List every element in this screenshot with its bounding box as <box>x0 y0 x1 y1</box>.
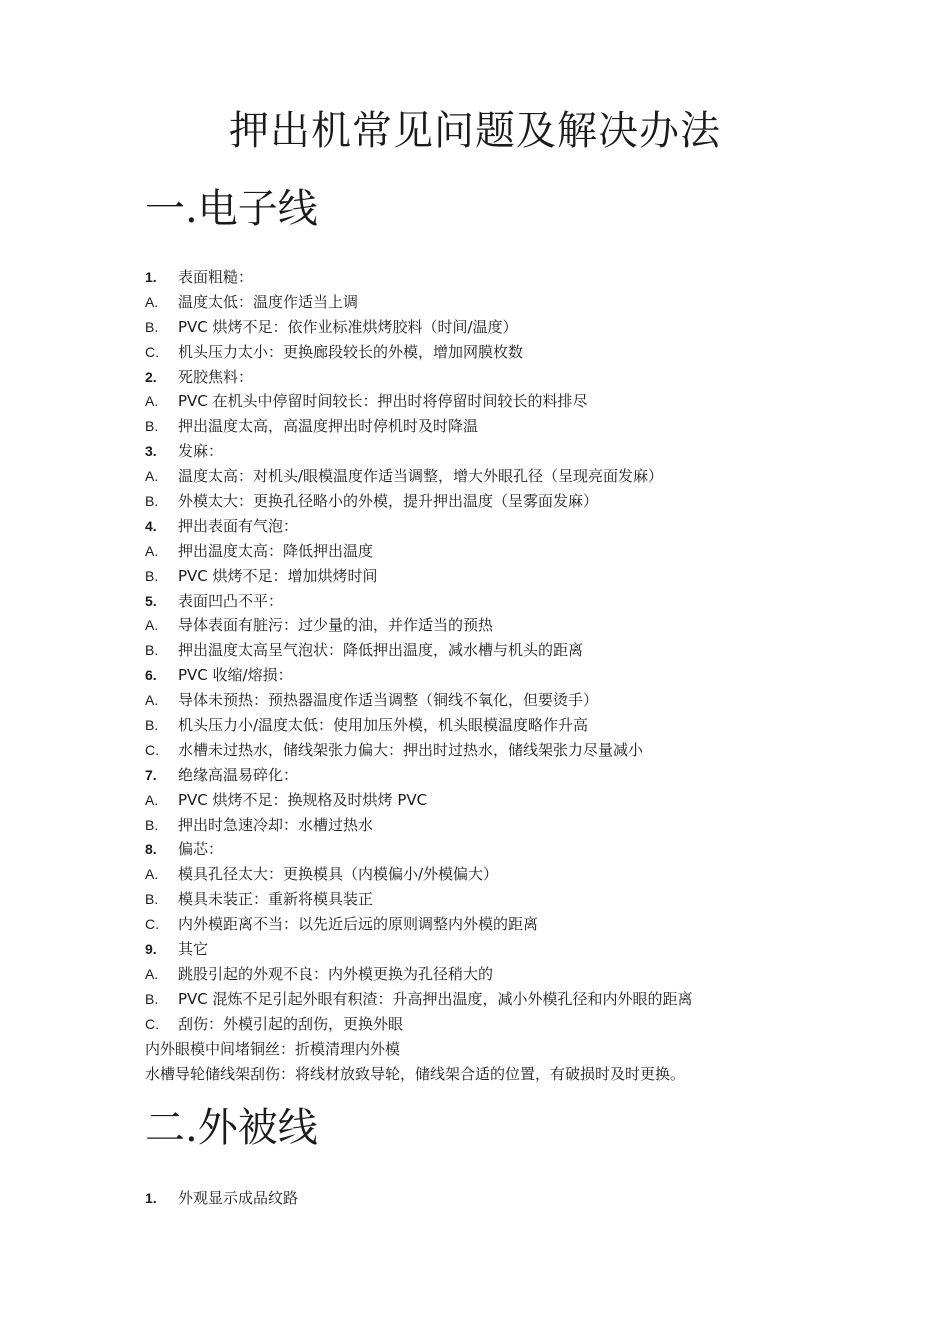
list-item-text: 发麻： <box>178 442 224 461</box>
list-item-marker: C. <box>145 343 159 360</box>
list-item-text: PVC 烘烤不足：换规格及时烘烤 PVC <box>178 790 428 809</box>
list-item <box>145 713 925 738</box>
list-item <box>145 1012 925 1037</box>
list-item-marker: B. <box>145 418 159 435</box>
list-item-text: PVC 烘烤不足：增加烘烤时间 <box>178 566 378 585</box>
list-item <box>145 738 925 763</box>
list-item-text: 表面凹凸不平： <box>178 591 284 610</box>
list-item-marker: 7. <box>145 766 157 783</box>
list-item <box>145 365 925 390</box>
list-item-text: 外观显示成品纹路 <box>178 1189 299 1207</box>
list-item-marker: 6. <box>145 667 157 684</box>
list-item-marker: C. <box>145 1015 159 1032</box>
list-item-text: 绝缘高温易碎化： <box>178 765 299 784</box>
list-item-text: PVC 收缩/熔损： <box>178 666 293 685</box>
list-item-marker: A. <box>145 542 159 559</box>
section-heading-jacket-wire: 二.外被线 <box>145 1105 318 1151</box>
list-item <box>145 1037 925 1062</box>
list-item <box>145 340 925 365</box>
list-item-text: 押出时急速冷却：水槽过热水 <box>178 815 374 834</box>
list-item-marker: A. <box>145 393 159 410</box>
list-item-text: PVC 烘烤不足：依作业标准烘烤胶料（时间/温度） <box>178 317 518 336</box>
list-item-marker: A. <box>145 293 159 310</box>
list-item-text: PVC 在机头中停留时间较长：押出时将停留时间较长的料排尽 <box>178 392 588 411</box>
list-item-text: 押出温度太高：降低押出温度 <box>178 541 374 560</box>
list-item-text: 模具未装正：重新将模具装正 <box>178 890 374 909</box>
list-item <box>145 539 925 564</box>
list-item-marker: B. <box>145 717 159 734</box>
list-item-text: 机头压力太小：更换廊段较长的外模，增加网膜枚数 <box>178 342 524 361</box>
list-item <box>145 613 925 638</box>
list-item <box>145 763 925 788</box>
list-item <box>145 439 925 464</box>
list-item-marker: B. <box>145 891 159 908</box>
list-item-marker: A. <box>145 468 159 485</box>
list-item <box>145 414 925 439</box>
list-item-text: 其它 <box>178 940 209 959</box>
list-item-marker: B. <box>145 567 159 584</box>
list-item <box>145 265 925 290</box>
list-item-text: 导体未预热：预热器温度作适当调整（铜线不氧化，但要烫手） <box>178 691 599 710</box>
list-item-marker: A. <box>145 866 159 883</box>
list-item <box>145 1062 925 1087</box>
list-item-marker: A. <box>145 965 159 982</box>
list-item-text: 温度太低：温度作适当上调 <box>178 292 359 311</box>
list-item <box>145 688 925 713</box>
list-item <box>145 663 925 688</box>
list-item-text: PVC 混炼不足引起外眼有积渣：升高押出温度，减小外模孔径和内外眼的距离 <box>178 989 693 1008</box>
list-item-text: 机头压力小/温度太低：使用加压外模，机头眼模温度略作升高 <box>178 716 589 735</box>
list-item-marker: B. <box>145 990 159 1007</box>
list-item <box>145 589 925 614</box>
list-item-text: 押出表面有气泡： <box>178 516 299 535</box>
list-item-text: 跳股引起的外观不良：内外模更换为孔径稍大的 <box>178 964 494 983</box>
list-item <box>145 813 925 838</box>
list-item <box>145 638 925 663</box>
document-title: 押出机常见问题及解决办法 <box>229 108 721 154</box>
list-item-marker: A. <box>145 692 159 709</box>
list-item-marker: B. <box>145 493 159 510</box>
list-item <box>145 837 925 862</box>
list-item <box>145 514 925 539</box>
list-item-marker: 2. <box>145 368 157 385</box>
list-item-marker: A. <box>145 791 159 808</box>
list-item <box>145 962 925 987</box>
section-list-electronic-wire <box>145 265 925 1086</box>
list-item-text: 导体表面有脏污：过少量的油，并作适当的预热 <box>178 616 494 635</box>
list-item <box>145 788 925 813</box>
list-item <box>145 937 925 962</box>
section-list-jacket-wire <box>145 1186 925 1211</box>
list-item-marker: B. <box>145 816 159 833</box>
list-item <box>145 315 925 340</box>
list-item <box>145 489 925 514</box>
list-item-marker: 8. <box>145 841 157 858</box>
section-heading-electronic-wire: 一.电子线 <box>145 186 318 232</box>
list-item <box>145 290 925 315</box>
list-item <box>145 389 925 414</box>
list-item-text: 水槽未过热水，储线架张力偏大：押出时过热水，储线架张力尽量减小 <box>178 740 644 759</box>
list-item-marker: 5. <box>145 592 157 609</box>
list-item <box>145 564 925 589</box>
list-item <box>145 887 925 912</box>
list-item-text: 模具孔径太大：更换模具（内模偏小/外模偏大） <box>178 865 499 884</box>
list-item-text: 押出温度太高，高温度押出时停机时及时降温 <box>178 417 479 436</box>
list-item <box>145 912 925 937</box>
list-item-marker: B. <box>145 318 159 335</box>
list-item-marker: 9. <box>145 941 157 958</box>
list-item <box>145 862 925 887</box>
list-item-marker: 1. <box>145 1190 157 1206</box>
list-item-text: 内外眼模中间堵铜丝：折模清理内外模 <box>145 1039 401 1058</box>
list-item-text: 水槽导轮储线架刮伤：将线材放致导轮，储线架合适的位置，有破损时及时更换。 <box>145 1064 686 1083</box>
list-item-text: 死胶焦料： <box>178 367 254 386</box>
list-item-text: 表面粗糙： <box>178 268 254 286</box>
list-item-marker: B. <box>145 642 159 659</box>
list-item-marker: 4. <box>145 517 157 534</box>
list-item <box>145 987 925 1012</box>
list-item-text: 内外模距离不当：以先近后远的原则调整内外模的距离 <box>178 915 539 934</box>
list-item-marker: A. <box>145 617 159 634</box>
list-item-marker: 3. <box>145 443 157 460</box>
list-item-marker: C. <box>145 741 159 758</box>
list-item-text: 偏芯： <box>178 840 224 859</box>
list-item-text: 外模太大：更换孔径略小的外模，提升押出温度（呈雾面发麻） <box>178 492 599 511</box>
list-item-text: 押出温度太高呈气泡状：降低押出温度，减水槽与机头的距离 <box>178 641 584 660</box>
list-item-marker: C. <box>145 916 159 933</box>
list-item-text: 温度太高：对机头/眼模温度作适当调整，增大外眼孔径（呈现亮面发麻） <box>178 467 664 486</box>
list-item <box>145 464 925 489</box>
list-item-text: 刮伤：外模引起的刮伤，更换外眼 <box>178 1014 404 1033</box>
list-item <box>145 1186 925 1211</box>
list-item-marker: 1. <box>145 269 157 285</box>
